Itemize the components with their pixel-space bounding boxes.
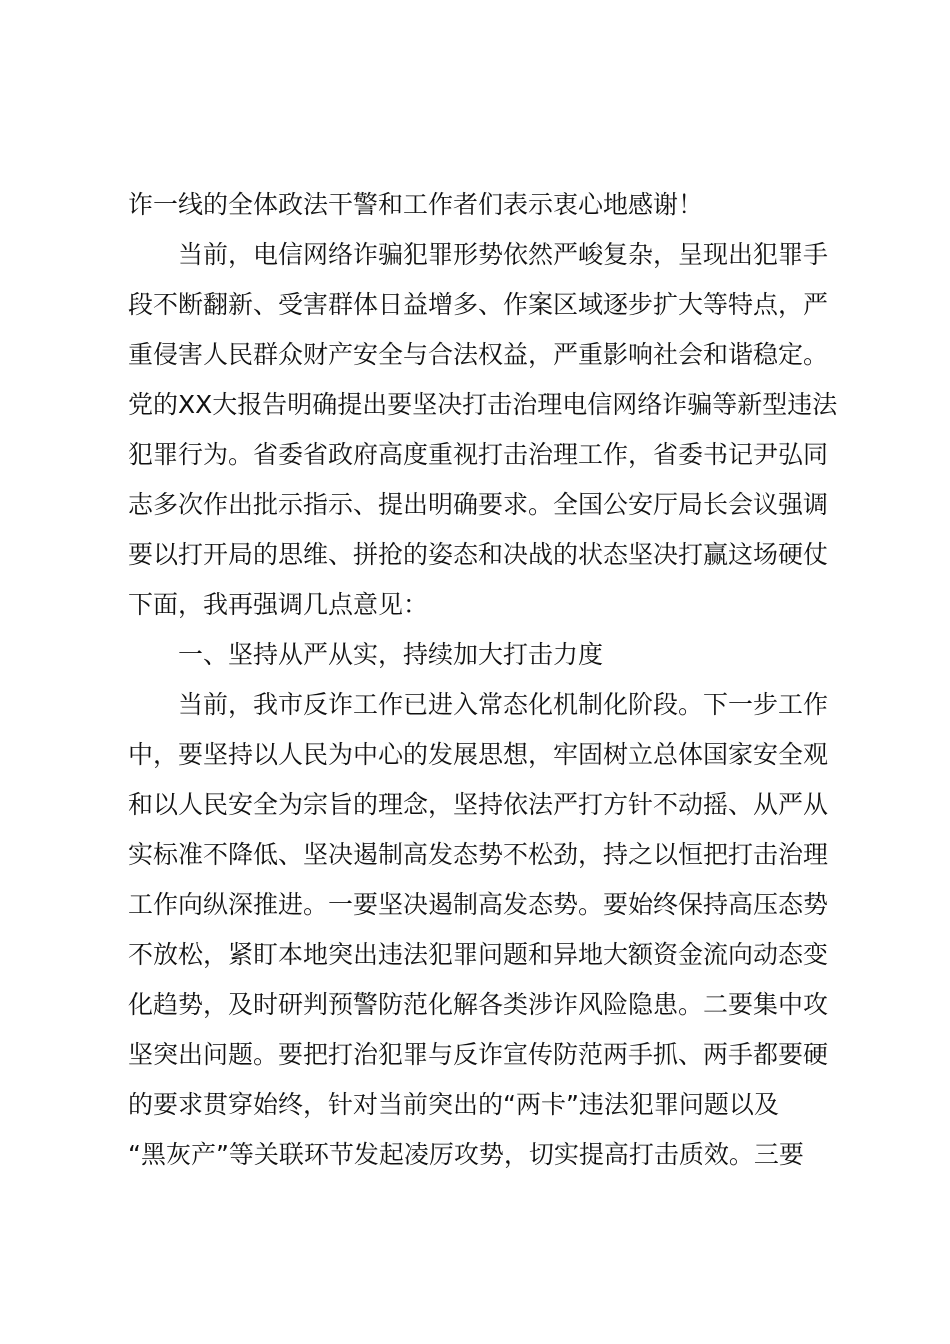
text-line: 不放松，紧盯本地突出违法犯罪问题和异地大额资金流向动态变 (128, 940, 829, 969)
text-line: 下面，我再强调几点意见： (128, 590, 429, 619)
text-line: 和以人民安全为宗旨的理念，坚持依法严打方针不动摇、从严从 (128, 790, 829, 819)
document-body (128, 180, 850, 1180)
text-line: 重侵害人民群众财产安全与合法权益，严重影响社会和谐稳定。 (128, 340, 829, 369)
text-line: 要以打开局的思维、拼抢的姿态和决战的状态坚决打赢这场硬仗 (128, 540, 829, 569)
text-line: 工作向纵深推进。一要坚决遏制高发态势。要始终保持高压态势 (128, 890, 829, 919)
section-heading: 一、坚持从严从实，持续加大打击力度 (178, 640, 604, 669)
paragraph-start-line: 当前，我市反诈工作已进入常态化机制化阶段。下一步工作 (178, 690, 829, 719)
text-line: 化趋势，及时研判预警防范化解各类涉诈风险隐患。二要集中攻 (128, 990, 829, 1019)
text-line: 的要求贯穿始终，针对当前突出的“两卡”违法犯罪问题以及 (128, 1090, 779, 1119)
text-line: 志多次作出批示指示、提出明确要求。全国公安厅局长会议强调 (128, 490, 829, 519)
text-line: 段不断翻新、受害群体日益增多、作案区域逐步扩大等特点，严 (128, 290, 829, 319)
text-line: 实标准不降低、坚决遏制高发态势不松劲，持之以恒把打击治理 (128, 840, 829, 869)
text-line: 坚突出问题。要把打治犯罪与反诈宣传防范两手抓、两手都要硬 (128, 1040, 829, 1069)
text-line: 党的XX大报告明确提出要坚决打击治理电信网络诈骗等新型违法 (128, 390, 838, 419)
text-line: 诈一线的全体政法干警和工作者们表示衷心地感谢！ (128, 190, 704, 219)
text-line: 中，要坚持以人民为中心的发展思想，牢固树立总体国家安全观 (128, 740, 829, 769)
text-line: “黑灰产”等关联环节发起凌厉攻势，切实提高打击质效。三要 (128, 1140, 804, 1169)
paragraph-start-line: 当前，电信网络诈骗犯罪形势依然严峻复杂，呈现出犯罪手 (178, 240, 829, 269)
text-line: 犯罪行为。省委省政府高度重视打击治理工作，省委书记尹弘同 (128, 440, 829, 469)
